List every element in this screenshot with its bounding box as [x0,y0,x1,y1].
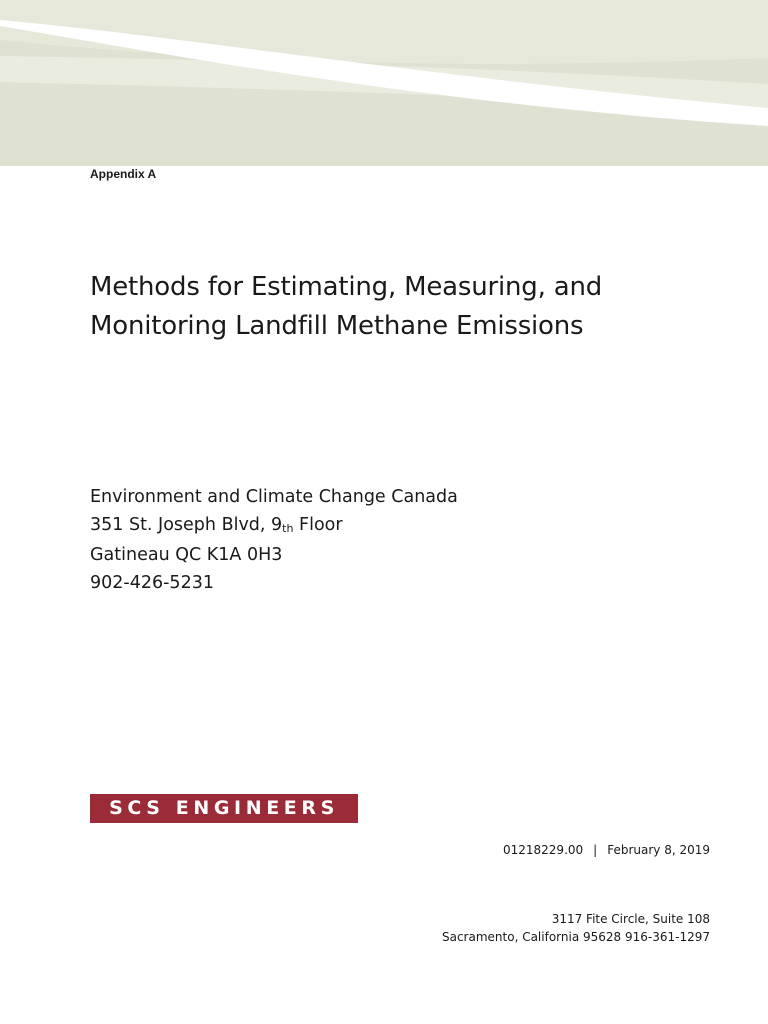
meta-separator: | [593,843,598,857]
scs-engineers-logo: SCS ENGINEERS [90,794,358,823]
document-meta [503,843,710,857]
document-title-line-2: Monitoring Landfill Methane Emissions [90,311,584,341]
project-number: 01218229.00 [502,843,584,857]
header-banner [0,0,768,166]
client-phone: 902-426-5231 [90,572,214,593]
client-street-floor: Floor [293,514,343,535]
appendix-label: Appendix A [90,167,157,181]
client-address-block [90,484,458,597]
client-street-ordinal: th [282,521,294,535]
document-title-line-1: Methods for Estimating, Measuring, and [90,272,603,302]
banner-graphic [0,0,768,166]
document-title [90,268,730,346]
client-name: Environment and Climate Change Canada [90,487,458,507]
footer-address [442,910,710,946]
client-street-main: 351 St. Joseph Blvd, 9 [90,514,283,535]
client-street [90,512,458,543]
client-city: Gatineau QC K1A 0H3 [90,545,283,565]
footer-address-line-1: 3117 Fite Circle, Suite 108 [551,912,710,926]
document-date: February 8, 2019 [607,843,710,857]
footer-address-line-2: Sacramento, California 95628 916-361-1297 [441,930,710,944]
